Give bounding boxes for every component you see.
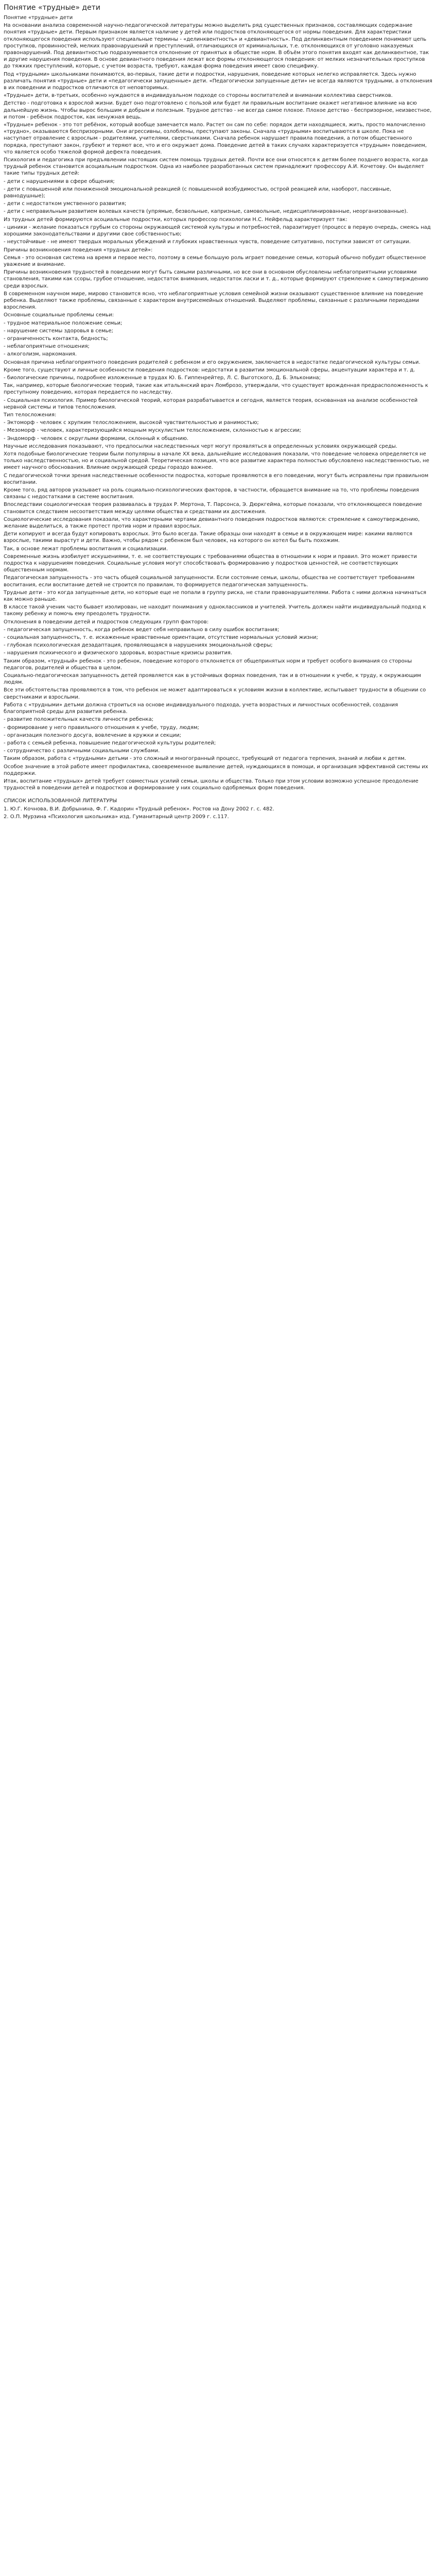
body-paragraph: - педагогическая запущенность, когда ребенок ведет себя неправильно в силу ошибок воспитания;	[4, 626, 280, 633]
body-paragraph: Впоследствии социологическая теория развивалась в трудах Р. Мертона, Т. Парсонса, Э. Дюркгейма, которые показали, что отклоняющееся поведение становится следствием несоответствия между целями общества и средствами их достижения.	[4, 502, 422, 515]
body-paragraph: - работа с семьей ребенка, повышение педагогической культуры родителей;	[4, 740, 216, 746]
body-paragraph: - организация полезного досуга, вовлечение в кружки и секции;	[4, 732, 182, 738]
body-paragraph: Тип телосложения:	[4, 412, 57, 418]
body-paragraph: Особое значение в этой работе имеет профилактика, своевременное выявление детей, нуждающихся в помощи, и организация эффективной системы их поддержки.	[4, 764, 428, 776]
body-paragraph: - социальная запущенность, т. е. искаженные нравственные ориентации, отсутствие нормальных условий жизни;	[4, 635, 318, 641]
body-paragraph: Социологические исследования показали, что характерными чертами девиантного поведения подростков являются: стремление к самоутверждению, желание выделиться, а также протест против норм и правил взрослых.	[4, 516, 420, 530]
body-paragraph: Семья - это основная система на время и первое место, поэтому в семье большую роль играет поведение семьи, который обычно побудит общественное уважение и внимание.	[4, 255, 426, 267]
body-paragraph: - дети с нарушениями в сфере общения;	[4, 178, 115, 184]
body-paragraph: Основные социальные проблемы семьи:	[4, 312, 114, 318]
references-title: СПИСОК ИСПОЛЬЗОВАННОЙ ЛИТЕРАТУРЫ	[4, 798, 117, 804]
body-paragraph: - глубокая психологическая дезадаптация, проявляющаяся в нарушениях эмоциональной сферы;	[4, 642, 273, 649]
references-list	[4, 806, 432, 820]
body-paragraph: - Мезоморф - человек, характеризующийся мощным мускулистым телосложением, склонностью к агрессии;	[4, 428, 301, 434]
body-paragraph: Итак, воспитание «трудных» детей требует совместных усилий семьи, школы и общества. Только при этом условии возможно успешное преодоление трудностей в поведении детей и подростков и формирование у них социально одобряемых форм поведения.	[4, 778, 418, 791]
document-page	[0, 0, 436, 842]
body-paragraph: - алкоголизм, наркомания.	[4, 351, 77, 358]
body-paragraph: Кроме того, существуют и личные особенности поведения подростков: недостатки в развитии эмоциональной сферы, акцентуации характера и т. д.	[4, 367, 415, 373]
body-paragraph: - Эктоморф - человек с хрупким телосложением, высокой чувствительностью и ранимостью;	[4, 420, 259, 426]
body-paragraph: Психология и педагогика при предъявлении настоящих систем помощь трудных детей. Почти все они относятся к детям более позднего возраста, когда трудный ребенок становится асоциальным подростком. Одна из наиболее разработанных систем принадлежит профессору А.И. Кочетову. Он выделяет такие типы трудных детей:	[4, 157, 428, 177]
body-paragraph: Из трудных детей формируются асоциальные подростки, которых профессор психологии Н.С. Нейфельд характеризует так:	[4, 216, 347, 223]
body-paragraph: Отклонения в поведении детей и подростков следующих групп факторов:	[4, 619, 209, 625]
body-paragraph: «Трудные» дети, в-третьих, особенно нуждаются в индивидуальном подходе со стороны воспитателей и внимании коллектива сверстников.	[4, 93, 393, 99]
body-paragraph: «Трудные» ребенок - это тот ребёнок, который вообще замечается мало. Растет он сам по себе: порядок дети находящиеся, жить, просто малочисленно «трудно», оказываются беспризорными. Они агрессивны, озлоблены, преступают законы. Сначала «трудными» воспитываются в школе. Пока не наступает отравление с взрослым - родителями, учителями, сверстниками. Сначала ребенок нарушает правила поведения, а потом общественного порядка, преступают закон, грубеют и теряют все, что и его окружает дома. Поведение детей в таких случаях характеризуется «трудным» поведением, что является особо тяжелой формой дефекта поведения.	[4, 122, 427, 155]
document-body	[4, 14, 432, 791]
body-paragraph: Понятие «трудные» дети	[4, 15, 73, 21]
body-paragraph: - дети с неправильным развитием волевых качеств (упрямые, безвольные, капризные, самовольные, недисциплинированные, неорганизованные).	[4, 209, 408, 215]
body-paragraph: - биологические причины, подробнее изложенные в трудах Ю. Б. Гиппенрейтер, Л. С. Выготского, Д. Б. Эльконина;	[4, 375, 321, 381]
body-paragraph: Причины возникновения трудностей в поведении могут быть самыми различными, но все они в основном обусловлены неблагоприятными условиями становления, такими как ссоры, грубое отношение, недостаток внимания, недостаток ласки и т. д., которые формируют стремление к самоутверждению среди взрослых.	[4, 269, 428, 289]
body-paragraph: Все эти обстоятельства проявляются в том, что ребенок не может адаптироваться к условиям жизни в коллективе, испытывает трудности в общении со сверстниками и взрослыми.	[4, 687, 426, 700]
body-paragraph: Работа с «трудными» детьми должна строиться на основе индивидуального подхода, учета возрастных и личностных особенностей, создания благоприятной среды для развития ребенка.	[4, 702, 398, 715]
body-paragraph: - развитие положительных качеств личности ребенка;	[4, 717, 154, 723]
body-paragraph: На основании анализа современной научно-педагогической литературы можно выделить ряд существенных признаков, составляющих содержание понятия «трудные» дети. Первым признаком является наличие у детей или подростков отклоняющегося от нормы поведения. Для характеристики отклоняющегося поведения используют специальные термины - «делинквентность» и «девиантность». Под делинквентным поведением понимают цепь проступков, провинностей, мелких правонарушений и преступлений, отличающихся от криминальных, т.е. отклоняющихся от уголовно наказуемых правонарушений. Под девиантностью подразумевается отклонение от принятых в обществе норм. В объём этого понятия входят как делинквентное, так и другие нарушения поведения. В основе девиантного поведения лежат все формы отклоняющегося поведения: от мелких незначительных проступков до тяжких преступлений, которые, с учетом возраста, требуют, каждая форма поведения имеет свою специфику.	[4, 23, 429, 70]
body-paragraph: Под «трудными» школьниками понимаются, во-первых, такие дети и подростки, нарушения, поведение которых нелегко исправляется. Здесь нужно различать понятия «трудные» дети и «педагогически запущенные» дети. «Педагогически запущенные дети» не всегда являются трудными, а отклонения в их поведении и подростков отличаются от неповторимых.	[4, 71, 432, 91]
body-paragraph: Так, в основе лежат проблемы воспитания и социализации.	[4, 546, 168, 552]
body-paragraph: - сотрудничество с различными социальными службами.	[4, 748, 160, 754]
body-paragraph: - неблагоприятные отношения;	[4, 344, 90, 350]
body-paragraph: Таким образом, «трудный» ребенок - это ребенок, поведение которого отклоняется от общепринятых норм и требует особого внимания со стороны педагогов, родителей и общества в целом.	[4, 658, 412, 671]
body-paragraph: Причины возникновения поведения «трудных детей»:	[4, 247, 153, 253]
body-paragraph: Так, например, которые биологические теорий, такие как итальянский врач Ломброзо, утверждали, что существует врожденная предрасположенность к преступному поведению, которая передается по наследству.	[4, 383, 428, 396]
body-paragraph: Трудные дети - это когда запущенные дети, но которые еще не попали в группу риска, не стали правонарушителями. Работа с ними должна начинаться как можно раньше.	[4, 589, 427, 603]
body-paragraph: - ограниченность контакта, бедность;	[4, 335, 108, 342]
reference-item: 2. О.П. Мурзина «Психология школьника» изд. Гуманитарный центр 2009 г. с.117.	[4, 814, 229, 820]
body-paragraph: - неустойчивые - не имеют твердых моральных убеждений и глубоких нравственных чувств, поведение ситуативно, поступки зависят от ситуации.	[4, 239, 411, 245]
body-paragraph: - Социальная психология. Пример биологической теорий, которая разрабатывается и сегодня, является теория, основанная на анализе особенностей нервной системы и типов телосложения.	[4, 397, 418, 410]
body-paragraph: Кроме того, ряд авторов указывает на роль социально-психологических факторов, в частности, обращается внимание на то, что проблемы поведения связаны с недостатками в системе воспитания.	[4, 487, 419, 500]
body-paragraph: - циники - желание показаться грубым со стороны окружающей системой культуры и потребностей, паразитирует (процесс в первую очередь, смеясь над хорошими законодательствами и другими свое собственностью;	[4, 224, 431, 238]
body-paragraph: Хотя подобные биологические теории были популярны в начале XX века, дальнейшие исследования показали, что поведение человека определяется не только наследственностью, но и социальной средой. Теоретическая позиция, что все развитие характера полностью обусловлено наследственностью, не имеет научного обоснования. Влияние окружающей среды гораздо важнее.	[4, 451, 429, 471]
reference-item: 1. Ю.Г. Кочнова, В.И. Добрынина, Ф. Г. Кадорин «Трудный ребенок». Ростов на Дону 2002 г. с. 482.	[4, 806, 274, 812]
body-paragraph: Педагогическая запущенность - это часть общей социальной запущенности. Если состояние семьи, школы, общества не соответствует требованиям воспитания, если воспитание детей не строится по правилам, то формируется педагогическая запущенность.	[4, 575, 415, 588]
body-paragraph: - трудное материальное положение семьи;	[4, 320, 123, 326]
body-paragraph: Научные исследования показывают, что предпосылки наследственных черт могут проявляться в определенных условиях окружающей среды.	[4, 443, 397, 449]
body-paragraph: - нарушения психического и физического здоровья, возрастные кризисы развития.	[4, 650, 233, 656]
body-paragraph: Дети копируют и всегда будут копировать взрослых. Это было всегда. Такие образцы они находят в семье и в окружающем мире: какими являются взрослые, такими вырастут и дети. Важно, чтобы рядом с ребенком был человек, на которого он хотел бы быть похожим.	[4, 531, 412, 544]
body-paragraph: В классе такой ученик часто бывает изолирован, не находит понимания у одноклассников и учителей. Учитель должен найти индивидуальный подход к такому ребенку и помочь ему преодолеть трудности.	[4, 604, 426, 617]
body-paragraph: Основная причина неблагоприятного поведения родителей с ребенком и его окружением, заключается в недостатке педагогической культуры семьи.	[4, 359, 421, 365]
body-paragraph: Современные жизнь изобилует искушениями, т. е. не соответствующих с требованиями общества в отношении к норм и правил. Это может привести подростка к нарушениям поведения. Социальные условия могут способствовать формированию у подростков ценностей, не соответствующих общественным нормам.	[4, 553, 417, 573]
body-paragraph: С педагогической точки зрения наследственные особенности подростка, которые проявляются в его поведении, могут быть исправлены при правильном воспитании.	[4, 472, 429, 485]
body-paragraph: - дети с повышенной или пониженной эмоциональной реакцией (с повышенной возбудимостью, острой реакцией или, наоборот, пассивные, равнодушные);	[4, 186, 391, 199]
body-paragraph: В современном научном мире, мирово становится ясно, что неблагоприятные условия семейной жизни оказывают существенное влияние на поведение ребенка. Выделяют также проблемы, связанные с характером внутрисемейных отношений. Выделяют проблемы, связанные с различными периодами взросления.	[4, 291, 423, 311]
body-paragraph: - Эндоморф - человек с округлыми формами, склонный к общению.	[4, 435, 189, 442]
body-paragraph: Социально-педагогическая запущенность детей проявляется как в устойчивых формах поведения, так и в отношении к учебе, к труду, к окружающим людям.	[4, 673, 421, 686]
body-paragraph: - нарушение системы здоровья в семье;	[4, 328, 113, 334]
body-paragraph: Таким образом, работа с «трудными» детьми - это сложный и многогранный процесс, требующий от педагога терпения, знаний и любви к детям.	[4, 756, 406, 762]
body-paragraph: - формирование у него правильного отношения к учебе, труду, людям;	[4, 724, 199, 731]
body-paragraph: Детство - подготовка к взрослой жизни. Будет оно подготовлено с пользой или будет ли правильным воспитание окажет негативное влияние на всю дальнейшую жизнь. Чтобы вырос большим и добрым и полезным. Трудное детство - не всегда самое плохое. Плохое детство - беспризорное, неизвестное, и потом - ребёнок подросток, как ненужная вещь.	[4, 100, 432, 120]
page-title: Понятие «трудные» дети	[4, 4, 100, 12]
body-paragraph: - дети с недостатком умственного развития;	[4, 201, 127, 207]
